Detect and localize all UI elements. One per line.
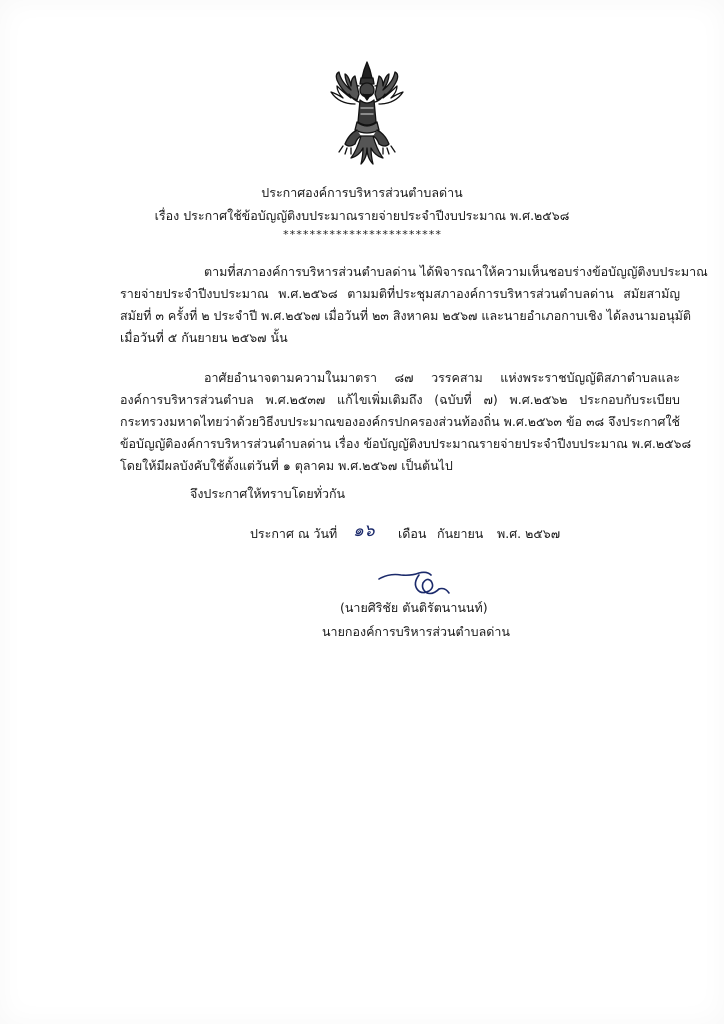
paragraph2-line1: อาศัยอำนาจตามความในมาตรา ๘๗ วรรคสาม แห่งพระราชบัญญัติสภาตำบลและ	[204, 370, 680, 385]
paragraph1-line1: ตามที่สภาองค์การบริหารส่วนตำบลด่าน ได้พิจารณาให้ความเห็นชอบร่างข้อบัญญัติงบประมาณ	[204, 264, 708, 279]
dateline-month-label: เดือน	[398, 526, 427, 541]
paragraph2-line5: โดยให้มีผลบังคับใช้ตั้งแต่วันที่ ๑ ตุลาคม พ.ศ.๒๕๖๗ เป็นต้นไป	[120, 458, 453, 473]
signatory-position: นายกองค์การบริหารส่วนตำบลด่าน	[322, 624, 510, 639]
paragraph1-line3: สมัยที่ ๓ ครั้งที่ ๒ ประจำปี พ.ศ.๒๕๖๗ เมื่อวันที่ ๒๓ สิงหาคม ๒๕๖๗ และนายอำเภอกาบเชิง ได้ลงนามอนุมัติ	[120, 308, 692, 323]
garuda-emblem-icon	[327, 60, 407, 172]
subject-title: เรื่อง ประกาศใช้ข้อบัญญัติงบประมาณรายจ่ายประจำปีงบประมาณ พ.ศ.๒๕๖๘	[154, 208, 570, 223]
paragraph2-line2: องค์การบริหารส่วนตำบล พ.ศ.๒๕๓๗ แก้ไขเพิ่มเติมถึง (ฉบับที่ ๗) พ.ศ.๒๕๖๒ ประกอบกับระเบียบ	[120, 392, 680, 407]
paragraph2-line4: ข้อบัญญัติองค์การบริหารส่วนตำบลด่าน เรื่อง ข้อบัญญัติงบประมาณรายจ่ายประจำปีงบประมาณ พ.ศ.๒๕๖๘	[120, 436, 692, 451]
dateline-prefix: ประกาศ ณ วันที่	[250, 526, 338, 541]
paragraph1-line4: เมื่อวันที่ ๕ กันยายน ๒๕๖๗ นั้น	[120, 330, 288, 345]
paragraph1-line2: รายจ่ายประจำปีงบประมาณ พ.ศ.๒๕๖๘ ตามมติที่ประชุมสภาองค์การบริหารส่วนตำบลด่าน สมัยสามัญ	[120, 286, 680, 301]
dateline-month: กันยายน	[437, 526, 484, 541]
paragraph2-line3: กระทรวงมหาดไทยว่าด้วยวิธีงบประมาณขององค์กรปกครองส่วนท้องถิ่น พ.ศ.๒๕๖๓ ข้อ ๓๘ จึงประกาศใช้	[120, 414, 681, 429]
star-divider: ************************	[282, 228, 442, 241]
dateline-year: พ.ศ. ๒๕๖๗	[497, 526, 561, 541]
dateline-day-handwritten: ๑๖	[353, 521, 375, 541]
handwritten-signature-icon	[375, 565, 455, 601]
closing-statement: จึงประกาศให้ทราบโดยทั่วกัน	[190, 486, 346, 501]
signatory-name: (นายศิริชัย ตันติรัตนานนท์)	[340, 600, 488, 615]
organization-title: ประกาศองค์การบริหารส่วนตำบลด่าน	[261, 185, 463, 200]
